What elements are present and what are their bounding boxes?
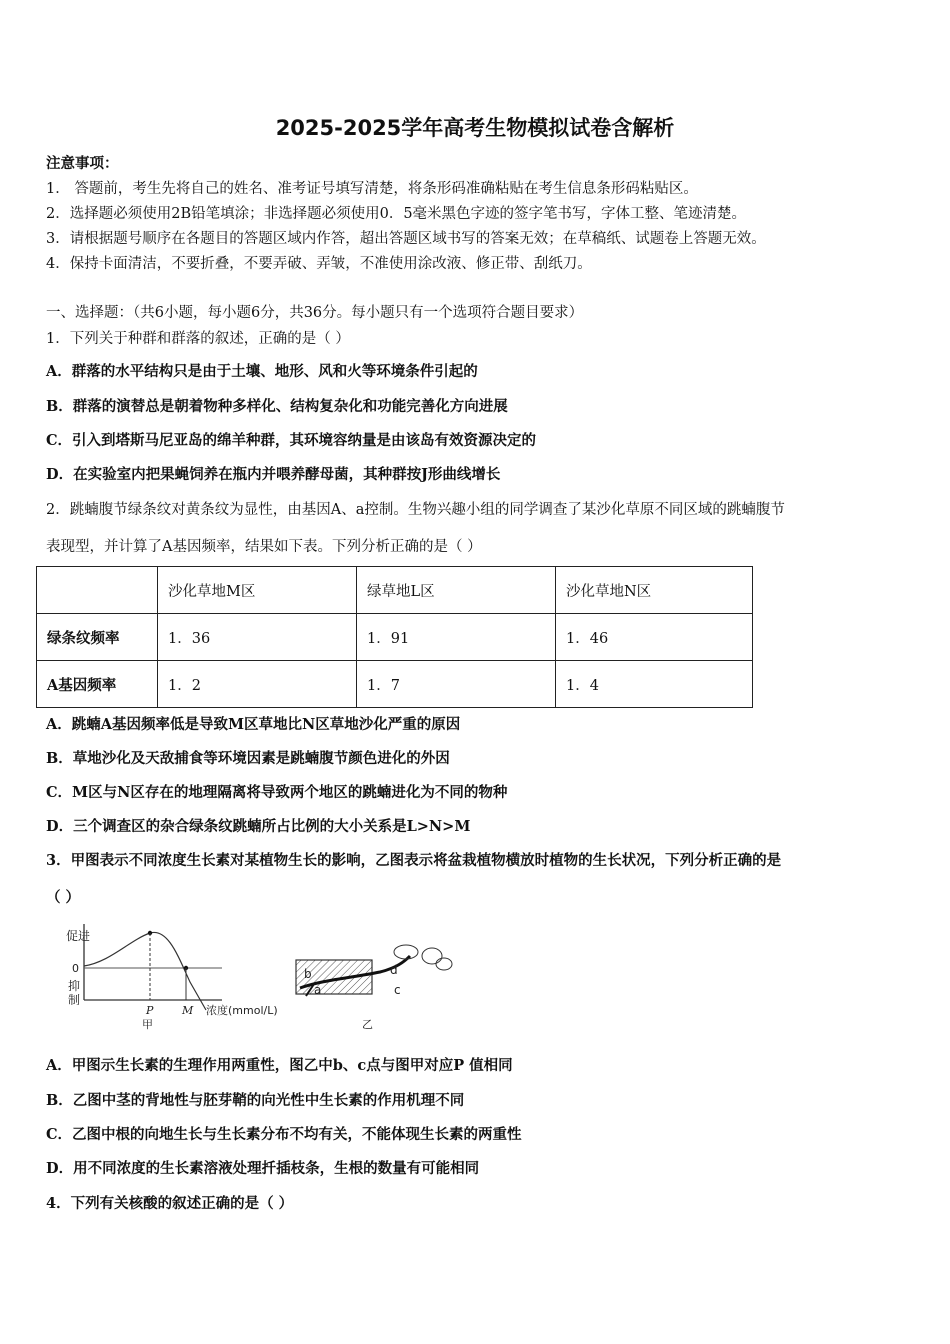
question-4-stem: 4．下列有关核酸的叙述正确的是（ ） (46, 1195, 294, 1212)
x-tick-m: M (182, 1004, 194, 1017)
x-tick-p: P (146, 1004, 154, 1017)
question-1-stem: 1．下列关于种群和群落的叙述，正确的是（ ） (46, 331, 350, 347)
gene-frequency-table (36, 566, 753, 708)
question-1-option-a: A．群落的水平结构只是由于土壤、地形、风和火等环境条件引起的 (46, 363, 478, 380)
table-cell: 沙化草地N区 (556, 567, 753, 614)
label-a: a (314, 983, 322, 997)
section-heading: 一、选择题：（共6小题，每小题6分，共36分。每小题只有一个选项符合题目要求） (46, 305, 584, 321)
x-axis-label: 浓度(mmol/L) (206, 1004, 278, 1017)
table-cell (37, 567, 158, 614)
notice-item: 1． 答题前，考生先将自己的姓名、准考证号填写清楚，将条形码准确粘贴在考生信息条形码粘贴区。 (46, 181, 698, 197)
question-2-option-a: A．跳蝻A基因频率低是导致M区草地比N区草地沙化严重的原因 (46, 716, 461, 733)
question-3-option-a: A．甲图示生长素的生理作用两重性，图乙中b、c点与图甲对应P 值相同 (46, 1057, 513, 1074)
notice-item: 4．保持卡面清洁，不要折叠，不要弄破、弄皱，不准使用涂改液、修正带、刮纸刀。 (46, 256, 592, 272)
table-cell: 绿条纹频率 (37, 614, 158, 661)
question-2-option-c: C．M区与N区存在的地理隔离将导致两个地区的跳蝻进化为不同的物种 (46, 784, 508, 801)
question-3-stem-line1: 3．甲图表示不同浓度生长素对某植物生长的影响，乙图表示将盆栽植物横放时植物的生长状况，下列分析正确的是 (46, 852, 782, 869)
auxin-figure (60, 918, 480, 1036)
caption-yi: 乙 (362, 1018, 373, 1031)
question-1-option-d: D．在实验室内把果蝇饲养在瓶内并喂养酵母菌，其种群按J形曲线增长 (46, 466, 501, 483)
leaf-2 (422, 948, 442, 964)
table-row (37, 661, 753, 708)
table-cell: 1．91 (357, 614, 556, 661)
question-3-option-c: C．乙图中根的向地生长与生长素分布不均有关，不能体现生长素的两重性 (46, 1126, 522, 1143)
label-d: d (390, 963, 398, 977)
question-3-stem-line2: （ ） (46, 889, 81, 906)
label-c: c (394, 983, 401, 997)
table-cell: 1．36 (158, 614, 357, 661)
table-cell: 绿草地L区 (357, 567, 556, 614)
figure-yi (296, 945, 452, 1031)
caption-jia: 甲 (142, 1018, 153, 1031)
question-1-option-b: B．群落的演替总是朝着物种多样化、结构复杂化和功能完善化方向进展 (46, 398, 508, 415)
question-2-option-b: B．草地沙化及天敌捕食等环境因素是跳蝻腹节颜色进化的外因 (46, 750, 450, 767)
label-b: b (304, 967, 312, 981)
leaf-3 (436, 958, 452, 970)
table-cell: A基因频率 (37, 661, 158, 708)
y-label-inhibit-1: 抑 (68, 979, 81, 993)
table-cell: 沙化草地M区 (158, 567, 357, 614)
table-cell: 1．2 (158, 661, 357, 708)
y-label-inhibit-2: 制 (68, 993, 81, 1007)
y-label-zero: 0 (72, 962, 79, 975)
table-row (37, 614, 753, 661)
figure-jia (66, 924, 278, 1031)
question-2-option-d: D．三个调查区的杂合绿条纹跳蝻所占比例的大小关系是L>N>M (46, 818, 471, 835)
leaf-1 (394, 945, 418, 959)
growth-curve (84, 932, 206, 1010)
question-1-option-c: C．引入到塔斯马尼亚岛的绵羊种群，其环境容纳量是由该岛有效资源决定的 (46, 432, 537, 449)
y-label-promote: 促进 (66, 929, 91, 943)
table-cell: 1．46 (556, 614, 753, 661)
page-title: 2025-2025学年高考生物模拟试卷含解析 (275, 116, 675, 140)
table-header-row (37, 567, 753, 614)
notice-item: 3．请根据题号顺序在各题目的答题区域内作答，超出答题区域书写的答案无效；在草稿纸、试题卷上答题无效。 (46, 231, 766, 247)
question-2-stem-line1: 2．跳蝻腹节绿条纹对黄条纹为显性，由基因A、a控制。生物兴趣小组的同学调查了某沙化草原不同区域的跳蝻腹节 (46, 502, 785, 518)
question-2-stem-line2: 表现型，并计算了A基因频率，结果如下表。下列分析正确的是（ ） (46, 539, 482, 555)
table-cell: 1．7 (357, 661, 556, 708)
question-3-option-d: D．用不同浓度的生长素溶液处理扦插枝条，生根的数量有可能相同 (46, 1160, 480, 1177)
notice-item: 2．选择题必须使用2B铅笔填涂；非选择题必须使用0．5毫米黑色字迹的签字笔书写，字体工整、笔迹清楚。 (46, 206, 747, 222)
question-3-option-b: B．乙图中茎的背地性与胚芽鞘的向光性中生长素的作用机理不同 (46, 1092, 465, 1109)
notice-heading: 注意事项： (46, 155, 119, 172)
table-cell: 1．4 (556, 661, 753, 708)
